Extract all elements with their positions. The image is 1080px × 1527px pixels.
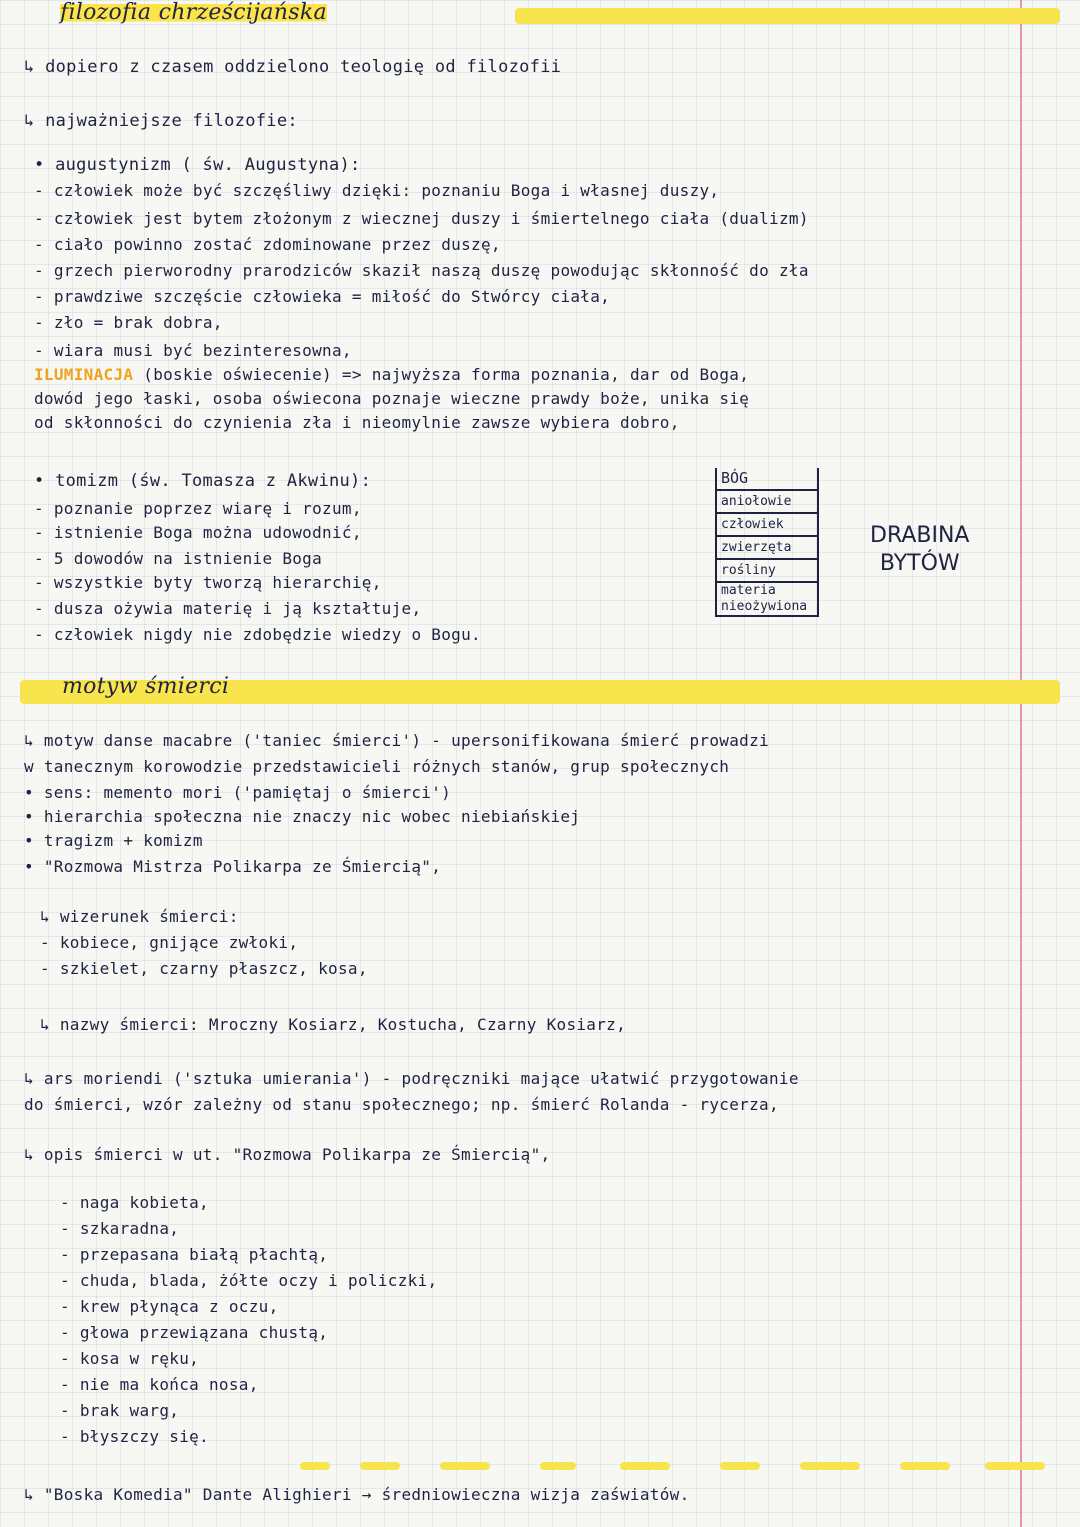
list-item: - istnienie Boga można udowodnić,: [34, 523, 362, 542]
list-item: - przepasana białą płachtą,: [60, 1245, 329, 1264]
wizerunek-heading: ↳ wizerunek śmierci:: [40, 907, 239, 926]
ladder-label: DRABINA BYTÓW: [870, 523, 970, 576]
danse-line-2: w tanecznym korowodzie przedstawicieli różnych stanów, grup społecznych: [24, 757, 730, 776]
highlight-dash: [985, 1462, 1045, 1470]
ars-moriendi-line-2: do śmierci, wzór zależny od stanu społecznego; np. śmierć Rolanda - rycerza,: [24, 1095, 779, 1114]
ladder-rung: aniołowie: [717, 491, 817, 514]
list-item: - dusza ożywia materię i ją kształtuje,: [34, 599, 422, 618]
illuminacja-line-3: od skłonności do czynienia zła i nieomylnie zawsze wybiera dobro,: [34, 413, 680, 432]
list-item: - głowa przewiązana chustą,: [60, 1323, 329, 1342]
list-item: - ciało powinno zostać zdominowane przez duszę,: [34, 235, 501, 254]
list-item: - kobiece, gnijące zwłoki,: [40, 933, 299, 952]
list-item: - naga kobieta,: [60, 1193, 209, 1212]
list-item: - człowiek może być szczęśliwy dzięki: poznaniu Boga i własnej duszy,: [34, 181, 720, 200]
list-item: - chuda, blada, żółte oczy i policzki,: [60, 1271, 438, 1290]
ladder-rung: BÓG: [717, 468, 817, 491]
bullet-item: • tragizm + komizm: [24, 831, 203, 850]
list-item: - kosa w ręku,: [60, 1349, 200, 1368]
ladder-rung: człowiek: [717, 514, 817, 537]
list-item: - grzech pierworodny prarodziców skaził naszą duszę powodując skłonność do zła: [34, 261, 809, 280]
list-item: - człowiek jest bytem złożonym z wiecznej duszy i śmiertelnego ciała (dualizm): [34, 209, 809, 228]
ladder-rung: zwierzęta: [717, 537, 817, 560]
tomizm-heading: • tomizm (św. Tomasza z Akwinu):: [34, 471, 372, 491]
augustynizm-heading: • augustynizm ( św. Augustyna):: [34, 155, 361, 175]
highlight-dash: [440, 1462, 490, 1470]
list-item: - człowiek nigdy nie zdobędzie wiedzy o Bogu.: [34, 625, 481, 644]
bullet-item: • sens: memento mori ('pamiętaj o śmierci'): [24, 783, 452, 802]
ladder-rung: materia: [721, 583, 776, 598]
illuminacja-line-2: dowód jego łaski, osoba oświecona poznaje wieczne prawdy boże, unika się: [34, 389, 750, 408]
highlight-dash: [720, 1462, 760, 1470]
bullet-item: • hierarchia społeczna nie znaczy nic wobec niebiańskiej: [24, 807, 581, 826]
list-item: - krew płynąca z oczu,: [60, 1297, 279, 1316]
illuminacja-term: ILUMINACJA: [34, 365, 134, 384]
ladder-rung: nieożywiona: [717, 599, 817, 617]
list-item: - nie ma końca nosa,: [60, 1375, 259, 1394]
illuminacja-line: ILUMINACJA (boskie oświecenie) => najwyższa forma poznania, dar od Boga,: [34, 365, 750, 384]
list-item: - zło = brak dobra,: [34, 313, 223, 332]
death-names: ↳ nazwy śmierci: Mroczny Kosiarz, Kostucha, Czarny Kosiarz,: [40, 1015, 627, 1034]
divine-comedy-line: ↳ "Boska Komedia" Dante Alighieri → średniowieczna wizja zaświatów.: [24, 1485, 690, 1504]
list-item: - brak warg,: [60, 1401, 180, 1420]
intro-line: ↳ dopiero z czasem oddzielono teologię od filozofii: [24, 57, 562, 77]
list-item: - wszystkie byty tworzą hierarchię,: [34, 573, 382, 592]
list-item: - błyszczy się.: [60, 1427, 209, 1446]
ars-moriendi-line-1: ↳ ars moriendi ('sztuka umierania') - podręczniki mające ułatwić przygotowanie: [24, 1069, 799, 1088]
list-item: - wiara musi być bezinteresowna,: [34, 341, 352, 360]
highlight-band: [515, 8, 1060, 24]
highlight-dash: [540, 1462, 576, 1470]
highlight-dash: [900, 1462, 950, 1470]
list-item: - 5 dowodów na istnienie Boga: [34, 549, 323, 568]
list-item: - prawdziwe szczęście człowieka = miłość do Stwórcy ciała,: [34, 287, 611, 306]
danse-line-1: ↳ motyw danse macabre ('taniec śmierci') - upersonifikowana śmierć prowadzi: [24, 731, 769, 750]
section-title-philosophy: filozofia chrześcijańska: [60, 0, 327, 25]
ladder-of-beings: [715, 468, 819, 617]
highlight-dash: [800, 1462, 860, 1470]
bullet-item: • "Rozmowa Mistrza Polikarpa ze Śmiercią",: [24, 857, 442, 876]
ladder-rung: rośliny: [717, 560, 817, 583]
key-philosophies-heading: ↳ najważniejsze filozofie:: [24, 111, 298, 131]
list-item: - szkielet, czarny płaszcz, kosa,: [40, 959, 368, 978]
highlight-dash: [300, 1462, 330, 1470]
section-title-death-motif: motyw śmierci: [62, 674, 230, 699]
list-item: - szkaradna,: [60, 1219, 180, 1238]
list-item: - poznanie poprzez wiarę i rozum,: [34, 499, 362, 518]
highlight-dash: [360, 1462, 400, 1470]
highlight-dash: [620, 1462, 670, 1470]
death-description-heading: ↳ opis śmierci w ut. "Rozmowa Polikarpa ze Śmiercią",: [24, 1145, 551, 1164]
